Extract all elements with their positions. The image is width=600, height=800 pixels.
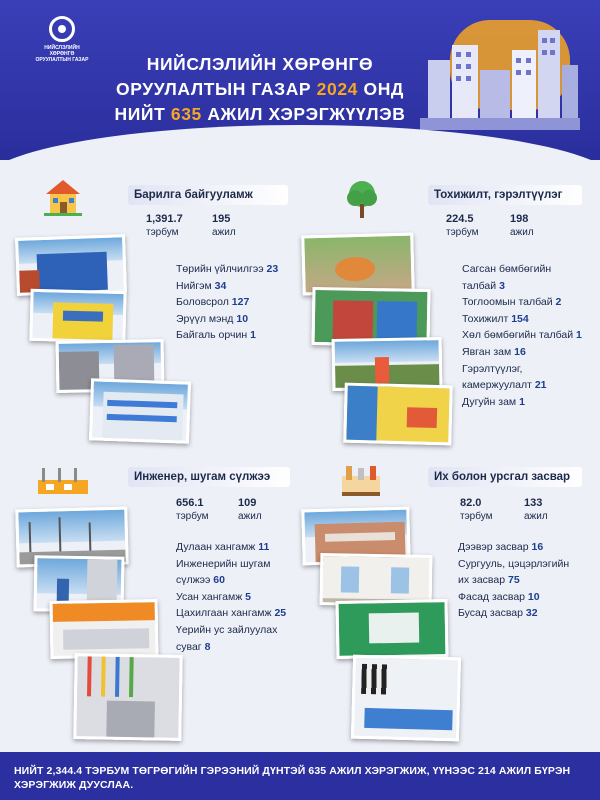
title-line2	[110, 77, 410, 102]
item-label: Дээвэр засвар	[458, 541, 529, 553]
construction-amount-unit: тэрбум	[146, 227, 179, 238]
item-value: 10	[527, 590, 540, 603]
repair-photo-3	[336, 599, 449, 659]
header-wave	[0, 125, 600, 160]
item-value: 32	[525, 607, 538, 620]
list-item	[462, 294, 582, 311]
list-item	[458, 572, 569, 589]
list-item	[462, 394, 582, 411]
list-item	[176, 572, 286, 589]
item-value: 3	[499, 279, 505, 292]
item-label: Байгаль орчин	[176, 329, 248, 342]
engineering-count: 109	[238, 497, 257, 509]
title-line1: НИЙСЛЭЛИЙН ХӨРӨНГӨ	[146, 54, 374, 74]
item-label: Дулаан хангамж	[176, 541, 256, 553]
item-value: 8	[204, 640, 211, 653]
footer-line2: ХЭРЭГЖИЖ ДУУСЛАА.	[14, 779, 134, 791]
repair-photo-4	[351, 655, 461, 742]
item-label: Бусад засвар	[458, 607, 523, 620]
item-value: 1	[519, 395, 525, 408]
item-label: их засвар	[458, 574, 506, 587]
construction-list	[176, 261, 278, 344]
org-name-line1: НИЙСЛЭЛИЙН ХӨРӨНГӨ	[44, 45, 80, 57]
title-line3	[110, 102, 410, 127]
item-label: Тохижилт	[462, 312, 509, 325]
landscaping-amount-unit: тэрбум	[446, 227, 479, 238]
org-name-line2: ОРУУЛАЛТЫН ГАЗАР	[35, 57, 89, 63]
list-item	[176, 622, 286, 639]
engineering-amount-unit: тэрбум	[176, 511, 209, 522]
list-item	[176, 311, 278, 328]
item-label: Төрийн үйлчилгээ	[176, 263, 264, 275]
house-icon	[42, 176, 84, 218]
repair-amount: 82.0	[460, 497, 482, 509]
landscaping-count-unit: ажил	[510, 227, 534, 238]
item-value: 127	[231, 296, 250, 309]
item-label: Фасад засвар	[458, 590, 525, 603]
title-year: 2024	[316, 79, 359, 99]
list-item	[462, 261, 582, 278]
list-item	[462, 311, 582, 328]
list-item	[458, 605, 569, 622]
header-banner	[0, 0, 600, 160]
list-item	[176, 327, 278, 344]
title-total: 635	[170, 104, 202, 124]
footer-summary	[0, 752, 600, 800]
item-label: Дугуйн зам	[462, 395, 517, 408]
item-label: талбай	[462, 279, 497, 292]
list-item	[176, 278, 278, 295]
power-line-icon	[38, 466, 88, 494]
item-value: 60	[213, 574, 225, 587]
section-title-landscaping: Тохижилт, гэрэлтүүлэг	[428, 185, 582, 205]
construction-amount: 1,391.7	[146, 213, 183, 225]
construction-photo-2	[29, 289, 126, 343]
list-item	[462, 278, 582, 295]
list-item	[462, 344, 582, 361]
repair-tools-icon	[340, 464, 382, 498]
city-buildings-illustration	[420, 20, 580, 130]
landscaping-list	[462, 261, 582, 410]
engineering-photo-3	[50, 599, 159, 659]
list-item	[462, 377, 582, 394]
list-item	[176, 261, 278, 278]
repair-list	[458, 539, 569, 622]
list-item	[176, 589, 286, 606]
construction-count-unit: ажил	[212, 227, 236, 238]
tree-icon	[342, 178, 382, 220]
item-value: 10	[236, 312, 249, 325]
item-value: 16	[514, 345, 526, 358]
list-item	[176, 605, 286, 622]
item-value: 21	[534, 379, 547, 392]
org-logo-icon	[49, 16, 75, 42]
section-title-construction: Барилга байгууламж	[128, 185, 288, 205]
engineering-photo-4	[73, 653, 182, 741]
item-label: Инженерийн шугам	[176, 557, 271, 570]
list-item	[176, 639, 286, 656]
landscaping-photo-4	[343, 383, 453, 446]
item-value: 25	[274, 607, 287, 620]
construction-photo-1	[15, 234, 127, 296]
item-value: 11	[258, 541, 270, 553]
item-label: Сургууль, цэцэрлэгийн	[458, 557, 570, 570]
item-value: 154	[511, 312, 529, 325]
list-item	[458, 556, 569, 573]
repair-count-unit: ажил	[524, 511, 548, 522]
item-label: Нийгэм	[176, 279, 212, 292]
repair-count: 133	[524, 497, 543, 509]
title-line2-pre: ОРУУЛАЛТЫН ГАЗАР	[115, 79, 317, 99]
title-line3-pre: НИЙТ	[114, 104, 171, 124]
landscaping-photo-1	[301, 233, 415, 296]
item-label: сүлжээ	[176, 574, 211, 587]
list-item	[462, 327, 582, 344]
list-item	[176, 556, 286, 573]
item-label: Цахилгаан хангамж	[176, 607, 272, 620]
item-label: Гэрэлтүүлэг,	[462, 362, 523, 375]
org-logo	[32, 16, 92, 63]
item-value: 75	[508, 574, 520, 587]
item-value: 16	[531, 541, 544, 553]
item-label: Усан хангамж	[176, 590, 243, 603]
item-label: Эрүүл мэнд	[176, 312, 234, 325]
engineering-amount: 656.1	[176, 497, 204, 509]
list-item	[462, 361, 582, 378]
construction-count: 195	[212, 213, 231, 225]
item-value: 34	[214, 279, 227, 292]
footer-line1: НИЙТ 2,344.4 ТЭРБУМ ТӨГРӨГИЙН ГЭРЭЭНИЙ ДҮНТЭЙ 635 АЖИЛ ХЭРЭГЖИЖ, ҮҮНЭЭС 214 АЖИЛ БҮРЭН	[14, 765, 571, 777]
item-label: Тоглоомын талбай	[462, 296, 553, 309]
item-value: 5	[245, 590, 251, 603]
item-label: Хөл бөмбөгийн талбай	[462, 329, 574, 342]
list-item	[176, 294, 278, 311]
page-title	[110, 52, 410, 127]
repair-amount-unit: тэрбум	[460, 511, 493, 522]
item-label: Үерийн ус зайлуулах	[176, 623, 278, 636]
item-label: камержуулалт	[462, 379, 532, 392]
landscaping-count: 198	[510, 213, 529, 225]
list-item	[176, 539, 286, 556]
item-label: Боловсрол	[176, 296, 229, 309]
org-name	[32, 45, 92, 63]
title-line2-post: ОНД	[358, 79, 404, 99]
item-value: 23	[266, 263, 279, 275]
title-line3-post: АЖИЛ ХЭРЭГЖҮҮЛЭВ	[201, 104, 406, 124]
section-title-engineering: Инженер, шугам сүлжээ	[128, 467, 290, 487]
construction-photo-4	[89, 378, 191, 443]
item-value: 2	[555, 296, 562, 309]
item-label: суваг	[176, 640, 202, 653]
item-value: 1	[250, 329, 256, 342]
item-label: Сагсан бөмбөгийн	[462, 263, 552, 275]
section-title-repair: Их болон урсгал засвар	[428, 467, 582, 487]
list-item	[458, 539, 569, 556]
engineering-list	[176, 539, 286, 655]
engineering-count-unit: ажил	[238, 511, 262, 522]
item-value: 1	[576, 329, 582, 342]
list-item	[458, 589, 569, 606]
landscaping-amount: 224.5	[446, 213, 474, 225]
item-label: Явган зам	[462, 345, 512, 358]
